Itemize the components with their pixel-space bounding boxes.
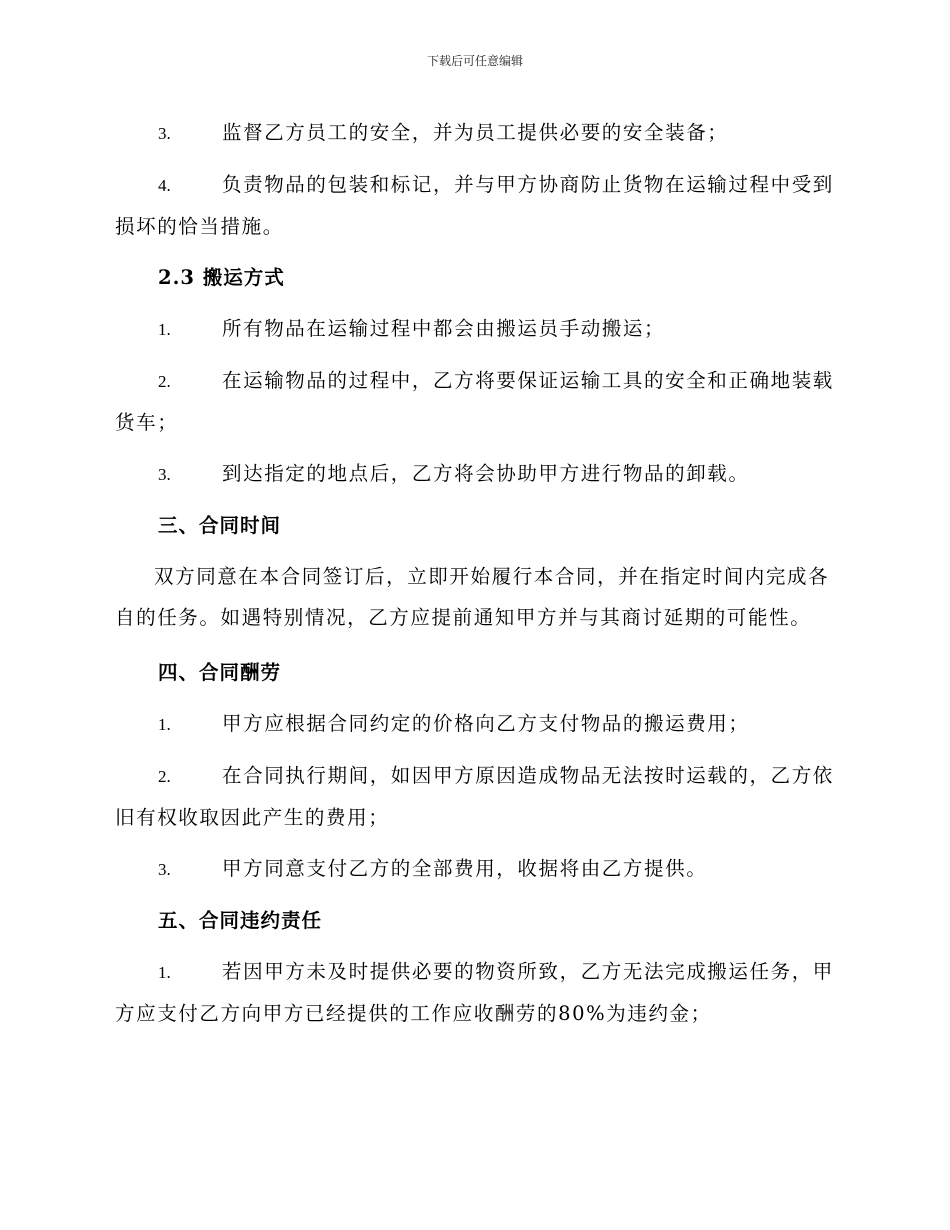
item-number: 2. xyxy=(158,372,171,391)
item-number: 2. xyxy=(158,767,171,786)
list-item xyxy=(115,112,835,154)
list-item xyxy=(115,848,835,890)
list-item xyxy=(115,308,835,350)
item-number: 1. xyxy=(158,963,171,982)
section-heading: 三、合同时间 xyxy=(158,514,282,537)
item-number: 1. xyxy=(158,320,171,339)
list-item xyxy=(115,703,835,745)
item-number: 4. xyxy=(158,176,171,195)
item-text: 到达指定的地点后，乙方将会协助甲方进行物品的卸载。 xyxy=(222,462,750,485)
section-heading: 五、合同违约责任 xyxy=(158,909,323,932)
item-text: 甲方应根据合同约定的价格向乙方支付物品的搬运费用； xyxy=(222,712,750,735)
page-header: 下载后可任意编辑 xyxy=(426,54,523,68)
item-text: 负责物品的包装和标记，并与甲方协商防止货物在运输过程中受到损坏的恰当措施。 xyxy=(115,173,834,238)
list-item xyxy=(115,453,835,495)
item-text: 监督乙方员工的安全，并为员工提供必要的安全装备； xyxy=(222,121,729,144)
list-item xyxy=(115,164,835,247)
list-item xyxy=(115,951,835,1034)
item-number: 3. xyxy=(158,465,171,484)
item-text: 在运输物品的过程中，乙方将要保证运输工具的安全和正确地装载货车； xyxy=(115,369,834,434)
item-text: 甲方同意支付乙方的全部费用，收据将由乙方提供。 xyxy=(222,857,708,880)
item-number: 3. xyxy=(158,124,171,143)
section-heading: 2.3 搬运方式 xyxy=(158,266,285,289)
item-number: 3. xyxy=(158,860,171,879)
item-number: 1. xyxy=(158,715,171,734)
item-text: 若因甲方未及时提供必要的物资所致，乙方无法完成搬运任务，甲方应支付乙方向甲方已经提供的工作应收酬劳的80%为违约金； xyxy=(115,960,834,1025)
item-text: 在合同执行期间，如因甲方原因造成物品无法按时运载的，乙方依旧有权收取因此产生的费用； xyxy=(115,764,834,829)
item-text: 所有物品在运输过程中都会由搬运员手动搬运； xyxy=(222,317,666,340)
list-item xyxy=(115,755,835,838)
list-item xyxy=(115,360,835,443)
paragraph: 双方同意在本合同签订后，立即开始履行本合同，并在指定时间内完成各自的任务。如遇特别情况，乙方应提前通知甲方并与其商讨延期的可能性。 xyxy=(115,565,830,629)
document-body xyxy=(115,112,835,1034)
section-heading: 四、合同酬劳 xyxy=(158,661,282,684)
